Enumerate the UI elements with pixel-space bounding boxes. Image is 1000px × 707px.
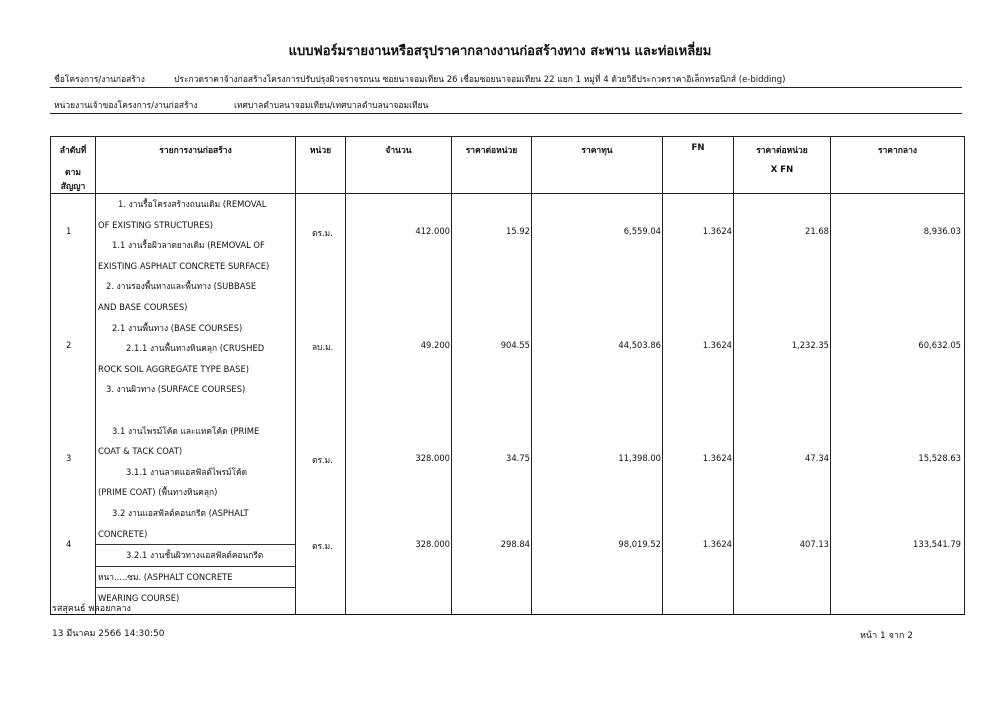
row1-unit: ตร.ม. (312, 228, 333, 238)
row2-unit-price: 904.55 (500, 340, 530, 350)
description-column (96, 194, 296, 615)
row4-qty: 328.000 (415, 539, 450, 549)
row2-qty: 49.200 (420, 340, 450, 350)
desc-line: ROCK SOIL AGGREGATE TYPE BASE) (98, 363, 250, 374)
desc-line: CONCRETE) (96, 524, 295, 546)
project-label: ชื่อโครงการ/งานก่อสร้าง (54, 75, 145, 85)
row1-median: 8,936.03 (923, 226, 961, 236)
agency-underline (50, 113, 962, 114)
row4-fn: 1.3624 (702, 539, 732, 549)
row3-unit-price: 34.75 (506, 453, 530, 463)
row1-cost: 6,559.04 (623, 226, 661, 236)
col-unit-price-header: ราคาต่อหน่วย (452, 137, 532, 194)
desc-line: 2. งานรองพื้นทางและพื้นทาง (SUBBASE (106, 281, 257, 292)
desc-line: 2.1 งานพื้นทาง (BASE COURSES) (112, 322, 243, 333)
row2-fn: 1.3624 (702, 340, 732, 350)
row2-unit: ลบ.ม. (312, 342, 334, 352)
row2-price-fn: 1,232.35 (791, 340, 829, 350)
row4-unit-price: 298.84 (500, 539, 530, 549)
agency-value: เทศบาลตำบลนาจอมเทียน/เทศบาลตำบลนาจอมเทียน (234, 101, 429, 111)
col-item-header: รายการงานก่อสร้าง (96, 137, 296, 194)
row3-unit: ตร.ม. (312, 455, 333, 465)
row4-price-fn: 407.13 (799, 539, 829, 549)
row3-cost: 11,398.00 (618, 453, 661, 463)
row3-fn: 1.3624 (702, 453, 732, 463)
seq-header-line1: ลำดับที่ (59, 146, 87, 156)
col-seq-header (51, 137, 96, 194)
project-value: ประกวดราคาจ้างก่อสร้างโครงการปรับปรุงผิวจราจรถนน ซอยนาจอมเทียน 26 เชื่อมซอยนาจอมเทียน 22 แยก 1 หมู่ที่ 4 ด้วยวิธีประกวดราคาอิเล็กทรอนิกส์ (e-bidding) (174, 75, 786, 85)
desc-line: 3.1 งานไพรม์โค้ด และแทคโค้ด (PRIME (112, 425, 260, 436)
agency-label: หน่วยงานเจ้าของโครงการ/งานก่อสร้าง (54, 101, 198, 111)
col-qty-header: จำนวน (346, 137, 452, 194)
price-fn-column (734, 194, 831, 615)
median-column (831, 194, 965, 615)
desc-line: WEARING COURSE) (98, 593, 180, 604)
desc-line: 2.1.1 งานพื้นทางหินคลุก (CRUSHED (126, 343, 265, 354)
desc-line: 3.2 งานแอสฟัลต์คอนกรีต (ASPHALT (112, 507, 249, 518)
desc-line: COAT & TACK COAT) (98, 446, 183, 457)
qty-column (346, 194, 452, 615)
row3-median: 15,528.63 (918, 453, 961, 463)
cost-column (532, 194, 663, 615)
desc-line: AND BASE COURSES) (98, 301, 188, 312)
project-underline (50, 87, 962, 88)
row1-qty: 412.000 (415, 226, 450, 236)
row2-seq: 2 (66, 340, 72, 350)
row2-median: 60,632.05 (918, 340, 961, 350)
table-header-row (51, 137, 965, 194)
col-unit-header: หน่วย (296, 137, 346, 194)
price-fn-header-line2: X FN (770, 165, 794, 175)
footer-user: รสสุคนธ์ พลอยกลาง (52, 604, 131, 614)
col-cost-header: ราคาทุน (532, 137, 663, 194)
row1-fn: 1.3624 (702, 226, 732, 236)
row3-qty: 328.000 (415, 453, 450, 463)
desc-line: 1. งานรื้อโครงสร้างถนนเดิม (REMOVAL (118, 199, 267, 209)
unit-price-column (452, 194, 532, 615)
row1-price-fn: 21.68 (805, 226, 829, 236)
desc-line: หนา.....ซม. (ASPHALT CONCRETE (96, 567, 295, 589)
row3-seq: 3 (66, 453, 72, 463)
seq-column (51, 194, 96, 615)
desc-line: 3.2.1 งานชั้นผิวทางแอสฟัลต์คอนกรีต (96, 545, 295, 567)
desc-line: 1.1 งานรื้อผิวลาดยางเดิม (REMOVAL OF (112, 240, 265, 251)
col-median-header: ราคากลาง (831, 137, 965, 194)
desc-line: EXISTING ASPHALT CONCRETE SURFACE) (98, 260, 270, 271)
row1-unit-price: 15.92 (506, 226, 530, 236)
seq-header-line2: ตามสัญญา (60, 168, 86, 192)
desc-line: OF EXISTING STRUCTURES) (98, 219, 214, 230)
fn-column (663, 194, 734, 615)
row2-cost: 44,503.86 (618, 340, 661, 350)
row4-median: 133,541.79 (913, 539, 961, 549)
col-price-fn-header (734, 137, 831, 194)
desc-line: 3. งานผิวทาง (SURFACE COURSES) (106, 384, 246, 395)
row1-seq: 1 (66, 226, 72, 236)
price-fn-header-line1: ราคาต่อหน่วย (756, 146, 808, 156)
row4-cost: 98,019.52 (618, 539, 661, 549)
desc-line: (PRIME COAT) (พื้นทางหินคลุก) (98, 487, 218, 498)
desc-line (96, 400, 295, 421)
row4-unit: ตร.ม. (312, 541, 333, 551)
footer-page-number: หน้า 1 จาก 2 (860, 631, 913, 641)
desc-line: 3.1.1 งานลาดแอสฟัลต์ไพรม์โค้ด (126, 466, 248, 477)
document-title: แบบฟอร์มรายงานหรือสรุปราคากลางงานก่อสร้างทาง สะพาน และท่อเหลี่ยม (288, 44, 712, 59)
footer-timestamp: 13 มีนาคม 2566 14:30:50 (52, 629, 165, 639)
row4-seq: 4 (66, 539, 72, 549)
col-fn-header: FN (663, 137, 734, 194)
row3-price-fn: 47.34 (805, 453, 829, 463)
table-body-row (51, 194, 965, 615)
